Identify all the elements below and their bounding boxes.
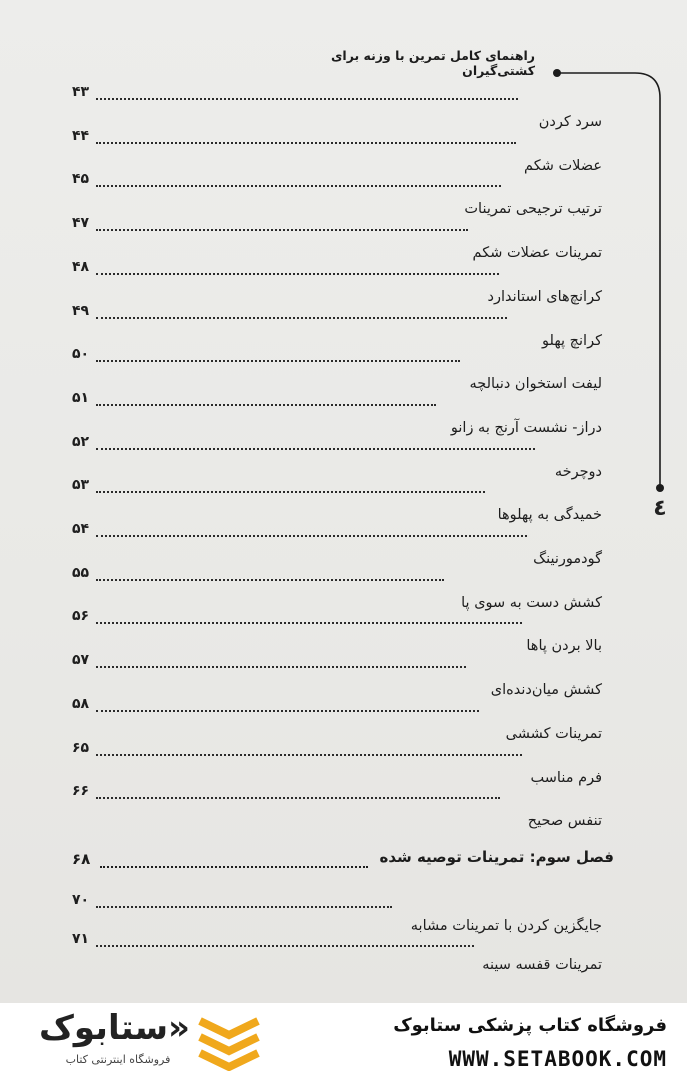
dot-leader: [96, 317, 507, 319]
toc-entry[interactable]: [72, 477, 602, 524]
toc-entry-title: کشش میان‌دنده‌ای: [490, 682, 602, 699]
dot-leader: [96, 273, 499, 275]
toc-entry[interactable]: [72, 564, 602, 611]
dot-leader: [96, 448, 535, 450]
toc-page-number: ۷۰: [72, 892, 90, 908]
dot-leader: [96, 535, 527, 537]
toc-page-number: ۴۴: [72, 127, 90, 144]
toc-entry-title: کشش دست به سوی پا: [461, 594, 602, 611]
chapter-number: ٤: [653, 496, 667, 521]
store-footer: [0, 1003, 687, 1080]
toc-page-number: ۴۹: [72, 302, 90, 319]
toc-entry-title: خمیدگی به پهلوها: [497, 507, 602, 524]
toc-page-number: ۵۷: [72, 652, 90, 669]
toc-entry-title: دراز- نشست آرنج به زانو: [450, 419, 602, 436]
dot-leader: [100, 866, 368, 868]
dot-leader: [96, 797, 500, 799]
toc-entry-title: تمرینات کششی: [505, 725, 602, 742]
toc-entry[interactable]: [72, 84, 602, 130]
toc-entry-title: کرانچ پهلو: [542, 332, 602, 349]
toc-entry[interactable]: [72, 389, 602, 436]
dot-leader: [96, 98, 518, 100]
dot-leader: [96, 710, 479, 712]
toc-entry-title: تنفس صحیح: [527, 813, 602, 830]
toc-entry-title: ترتیب ترجیحی تمرینات: [464, 201, 602, 218]
store-url-link[interactable]: WWW.SETABOOK.COM: [448, 1047, 667, 1071]
toc-entry[interactable]: [72, 258, 602, 305]
toc-page-number: ۵۱: [72, 389, 90, 406]
dot-leader: [96, 754, 522, 756]
toc-page-number: ۵۲: [72, 433, 90, 450]
toc-page-number: ۶۵: [72, 739, 90, 756]
dot-leader: [96, 404, 436, 406]
store-logo-subtitle: فروشگاه اینترنتی کتاب: [65, 1053, 171, 1066]
toc-entry-title: کرانچ‌های استاندارد: [487, 288, 602, 305]
toc-page-number: ۵۵: [72, 564, 90, 581]
toc-entry-title: لیفت استخوان دنبالچه: [469, 376, 602, 393]
toc-entry[interactable]: [72, 127, 602, 174]
chapter-page-number: ۶۸: [72, 850, 91, 868]
toc-page-number: ۵۶: [72, 608, 90, 625]
toc-entry-title: دوچرخه: [554, 463, 602, 480]
dot-leader: [96, 142, 516, 144]
dot-leader: [96, 491, 485, 493]
toc-entry[interactable]: [72, 346, 602, 393]
store-name: فروشگاه کتاب پزشکی ستابوک: [393, 1015, 667, 1036]
toc-entry-title: سرد کردن: [538, 114, 602, 130]
toc-page-number: ۴۸: [72, 258, 90, 275]
chapter-heading-row[interactable]: [72, 848, 614, 878]
toc-entry[interactable]: [72, 521, 602, 567]
dot-leader: [96, 579, 444, 581]
toc-page-number: ۵۸: [72, 695, 90, 712]
dot-leader: [96, 666, 466, 668]
toc-page-number: ۵۰: [72, 346, 90, 363]
bookmark-logo-icon: [196, 1015, 262, 1071]
toc-page-number: ۴۷: [72, 215, 90, 232]
dot-leader: [96, 360, 460, 362]
toc-entry[interactable]: [72, 892, 602, 934]
toc-entry[interactable]: [72, 695, 602, 742]
toc-entry[interactable]: [72, 608, 602, 655]
toc-entry-title: جایگزین کردن با تمرینات مشابه: [410, 918, 602, 934]
toc-entry[interactable]: [72, 739, 602, 786]
store-logo-text: «ستابوک: [39, 1008, 190, 1048]
toc-page-number: ۵۳: [72, 477, 90, 494]
dot-leader: [96, 229, 468, 231]
toc-page-number: ۷۱: [72, 930, 90, 947]
toc-entry-title: گودمورنینگ: [533, 551, 602, 567]
toc-entry[interactable]: [72, 215, 602, 262]
dot-leader: [96, 185, 501, 187]
toc-entry-title: عضلات شکم: [524, 157, 602, 174]
running-header: راهنمای کامل تمرین با وزنه برای کشتی‌گیران: [330, 48, 535, 78]
toc-page-number: ۴۳: [72, 84, 90, 100]
dot-leader: [96, 622, 522, 624]
dot-leader: [96, 906, 392, 908]
toc-entry-title: فرم مناسب: [530, 769, 602, 786]
toc-entry[interactable]: [72, 433, 602, 480]
toc-entry[interactable]: [72, 171, 602, 218]
toc-page-number: ۴۵: [72, 171, 90, 188]
toc-entry[interactable]: [72, 302, 602, 349]
toc-entry[interactable]: [72, 930, 602, 973]
chapter-heading: فصل سوم: تمرینات توصیه شده: [379, 848, 614, 866]
toc-entry-title: بالا بردن پاها: [526, 638, 602, 655]
toc-page-number: ۵۴: [72, 521, 90, 537]
toc-entry[interactable]: [72, 783, 602, 830]
toc-entry-title: تمرینات قفسه سینه: [482, 956, 602, 973]
toc-entry[interactable]: [72, 652, 602, 699]
dot-leader: [96, 945, 474, 947]
toc-page-number: ۶۶: [72, 783, 90, 800]
toc-entry-title: تمرینات عضلات شکم: [472, 245, 602, 262]
